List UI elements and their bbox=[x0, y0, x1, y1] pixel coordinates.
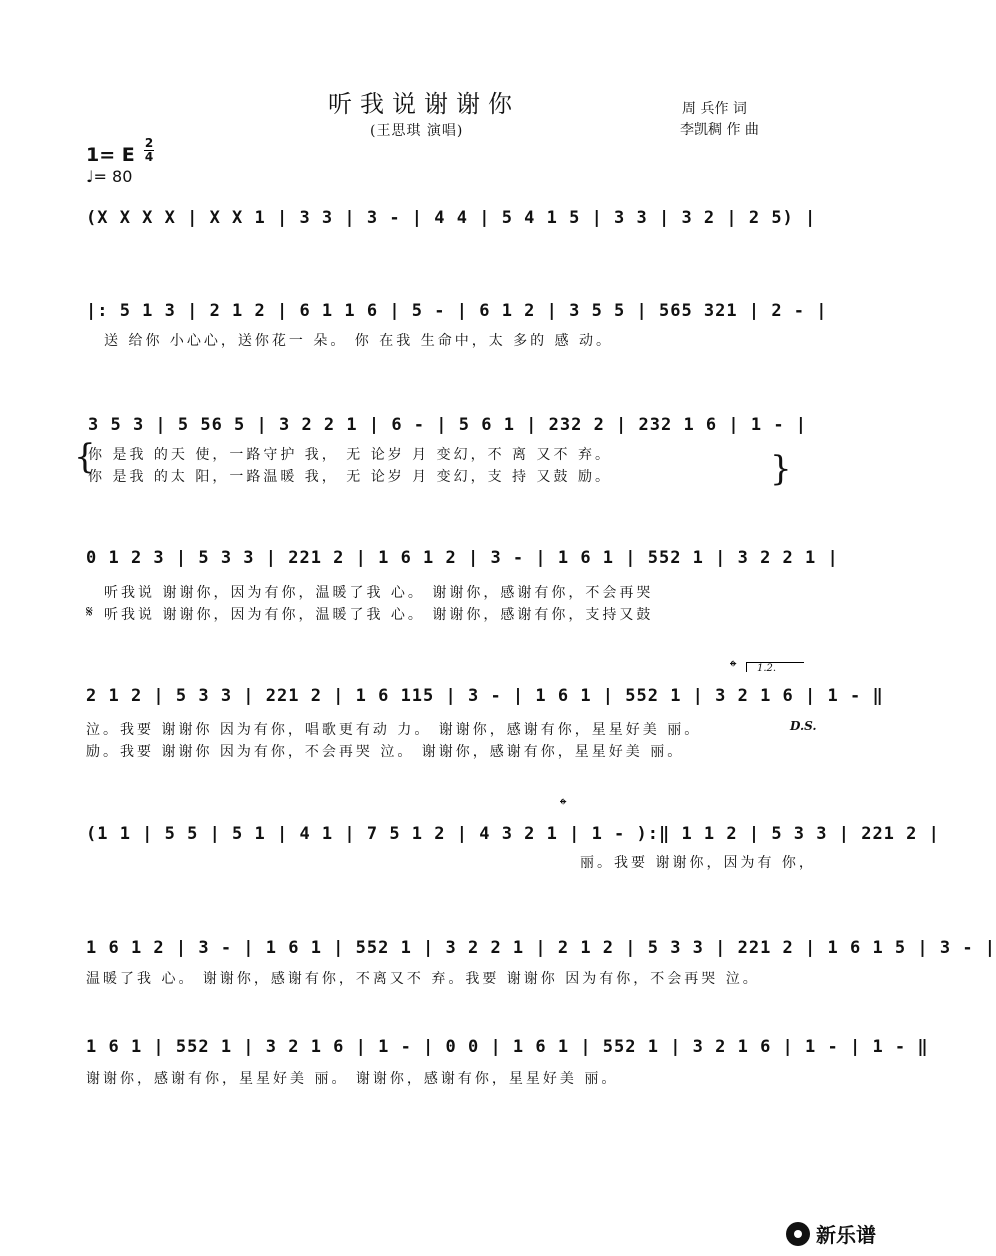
lyrics-row-7: 温暖了我 心。 谢谢你，感谢有你，不离又不 弃。我要 谢谢你 因为有你，不会再哭 泣。 bbox=[86, 971, 760, 987]
time-signature bbox=[144, 138, 154, 163]
coda-sign-volta: 𝄌 bbox=[730, 657, 737, 678]
score-row-8: 1 6 1 | 552 1 | 3 2 1 6 | 1 - | 0 0 | 1 6 1 | 552 1 | 3 2 1 6 | 1 - | 1 - ‖ bbox=[86, 1037, 929, 1057]
site-logo-text: 新乐谱 bbox=[816, 1223, 876, 1247]
score-row-1: (X X X X | X X 1 | 3 3 | 3 - | 4 4 | 5 4 1 5 | 3 3 | 3 2 | 2 5) | bbox=[86, 208, 817, 228]
lyrics-row-3-verse-2: 你 是我 的太 阳，一路温暖 我， 无 论岁 月 变幻，支 持 又鼓 励。 bbox=[88, 469, 612, 485]
lyricist-credit: 周 兵作 词 bbox=[682, 101, 747, 117]
key-signature: 1= E bbox=[86, 144, 135, 166]
volta-bracket: 1.2. bbox=[746, 662, 804, 672]
coda-sign: 𝄌 bbox=[560, 795, 567, 816]
singer-credit: (王思琪 演唱) bbox=[370, 123, 464, 139]
lyrics-row-4-verse-2: 听我说 谢谢你，因为有你，温暖了我 心。 谢谢你，感谢有你，支持又鼓 bbox=[104, 607, 654, 623]
tempo-marking: ♩= 80 bbox=[86, 167, 133, 186]
lyrics-row-6: 丽。我要 谢谢你，因为有 你， bbox=[580, 855, 816, 871]
time-signature-top: 2 bbox=[144, 136, 154, 150]
lyrics-row-5-verse-1: 泣。我要 谢谢你 因为有你，唱歌更有动 力。 谢谢你，感谢有你，星星好美 丽。 bbox=[86, 722, 702, 738]
lyrics-row-5-verse-2: 励。我要 谢谢你 因为有你，不会再哭 泣。 谢谢你，感谢有你，星星好美 丽。 bbox=[86, 744, 685, 760]
verse-brace-right: } bbox=[770, 449, 792, 489]
score-row-4: 0 1 2 3 | 5 3 3 | 221 2 | 1 6 1 2 | 3 - | 1 6 1 | 552 1 | 3 2 2 1 | bbox=[86, 548, 839, 568]
lyrics-row-3-verse-1: 你 是我 的天 使，一路守护 我， 无 论岁 月 变幻，不 离 又不 弃。 bbox=[88, 447, 612, 463]
record-disc-icon bbox=[786, 1222, 810, 1246]
segno-sign: 𝄋 bbox=[86, 602, 93, 621]
score-row-2: |: 5 1 3 | 2 1 2 | 6 1 1 6 | 5 - | 6 1 2 | 3 5 5 | 565 321 | 2 - | bbox=[86, 301, 828, 321]
composer-credit: 李凯稠 作 曲 bbox=[680, 122, 759, 138]
site-logo bbox=[786, 1219, 876, 1248]
dal-segno-mark: D.S. bbox=[790, 719, 817, 733]
score-row-3: 3 5 3 | 5 56 5 | 3 2 2 1 | 6 - | 5 6 1 | 232 2 | 232 1 6 | 1 - | bbox=[88, 415, 808, 435]
lyrics-row-2: 送 给你 小心心，送你花一 朵。 你 在我 生命中，太 多的 感 动。 bbox=[104, 333, 614, 349]
lyrics-row-8: 谢谢你，感谢有你，星星好美 丽。 谢谢你，感谢有你，星星好美 丽。 bbox=[86, 1071, 619, 1087]
score-row-6: (1 1 | 5 5 | 5 1 | 4 1 | 7 5 1 2 | 4 3 2 1 | 1 - ):‖ 1 1 2 | 5 3 3 | 221 2 | bbox=[86, 824, 940, 844]
score-row-5: 2 1 2 | 5 3 3 | 221 2 | 1 6 115 | 3 - | 1 6 1 | 552 1 | 3 2 1 6 | 1 - ‖ bbox=[86, 686, 884, 706]
lyrics-row-4-verse-1: 听我说 谢谢你，因为有你，温暖了我 心。 谢谢你，感谢有你，不会再哭 bbox=[104, 585, 654, 601]
time-signature-bottom: 4 bbox=[144, 150, 154, 164]
song-title: 听我说谢谢你 bbox=[328, 90, 520, 118]
score-row-7: 1 6 1 2 | 3 - | 1 6 1 | 552 1 | 3 2 2 1 | 2 1 2 | 5 3 3 | 221 2 | 1 6 1 5 | 3 - | bbox=[86, 938, 996, 958]
verse-brace-left: { bbox=[74, 437, 96, 477]
